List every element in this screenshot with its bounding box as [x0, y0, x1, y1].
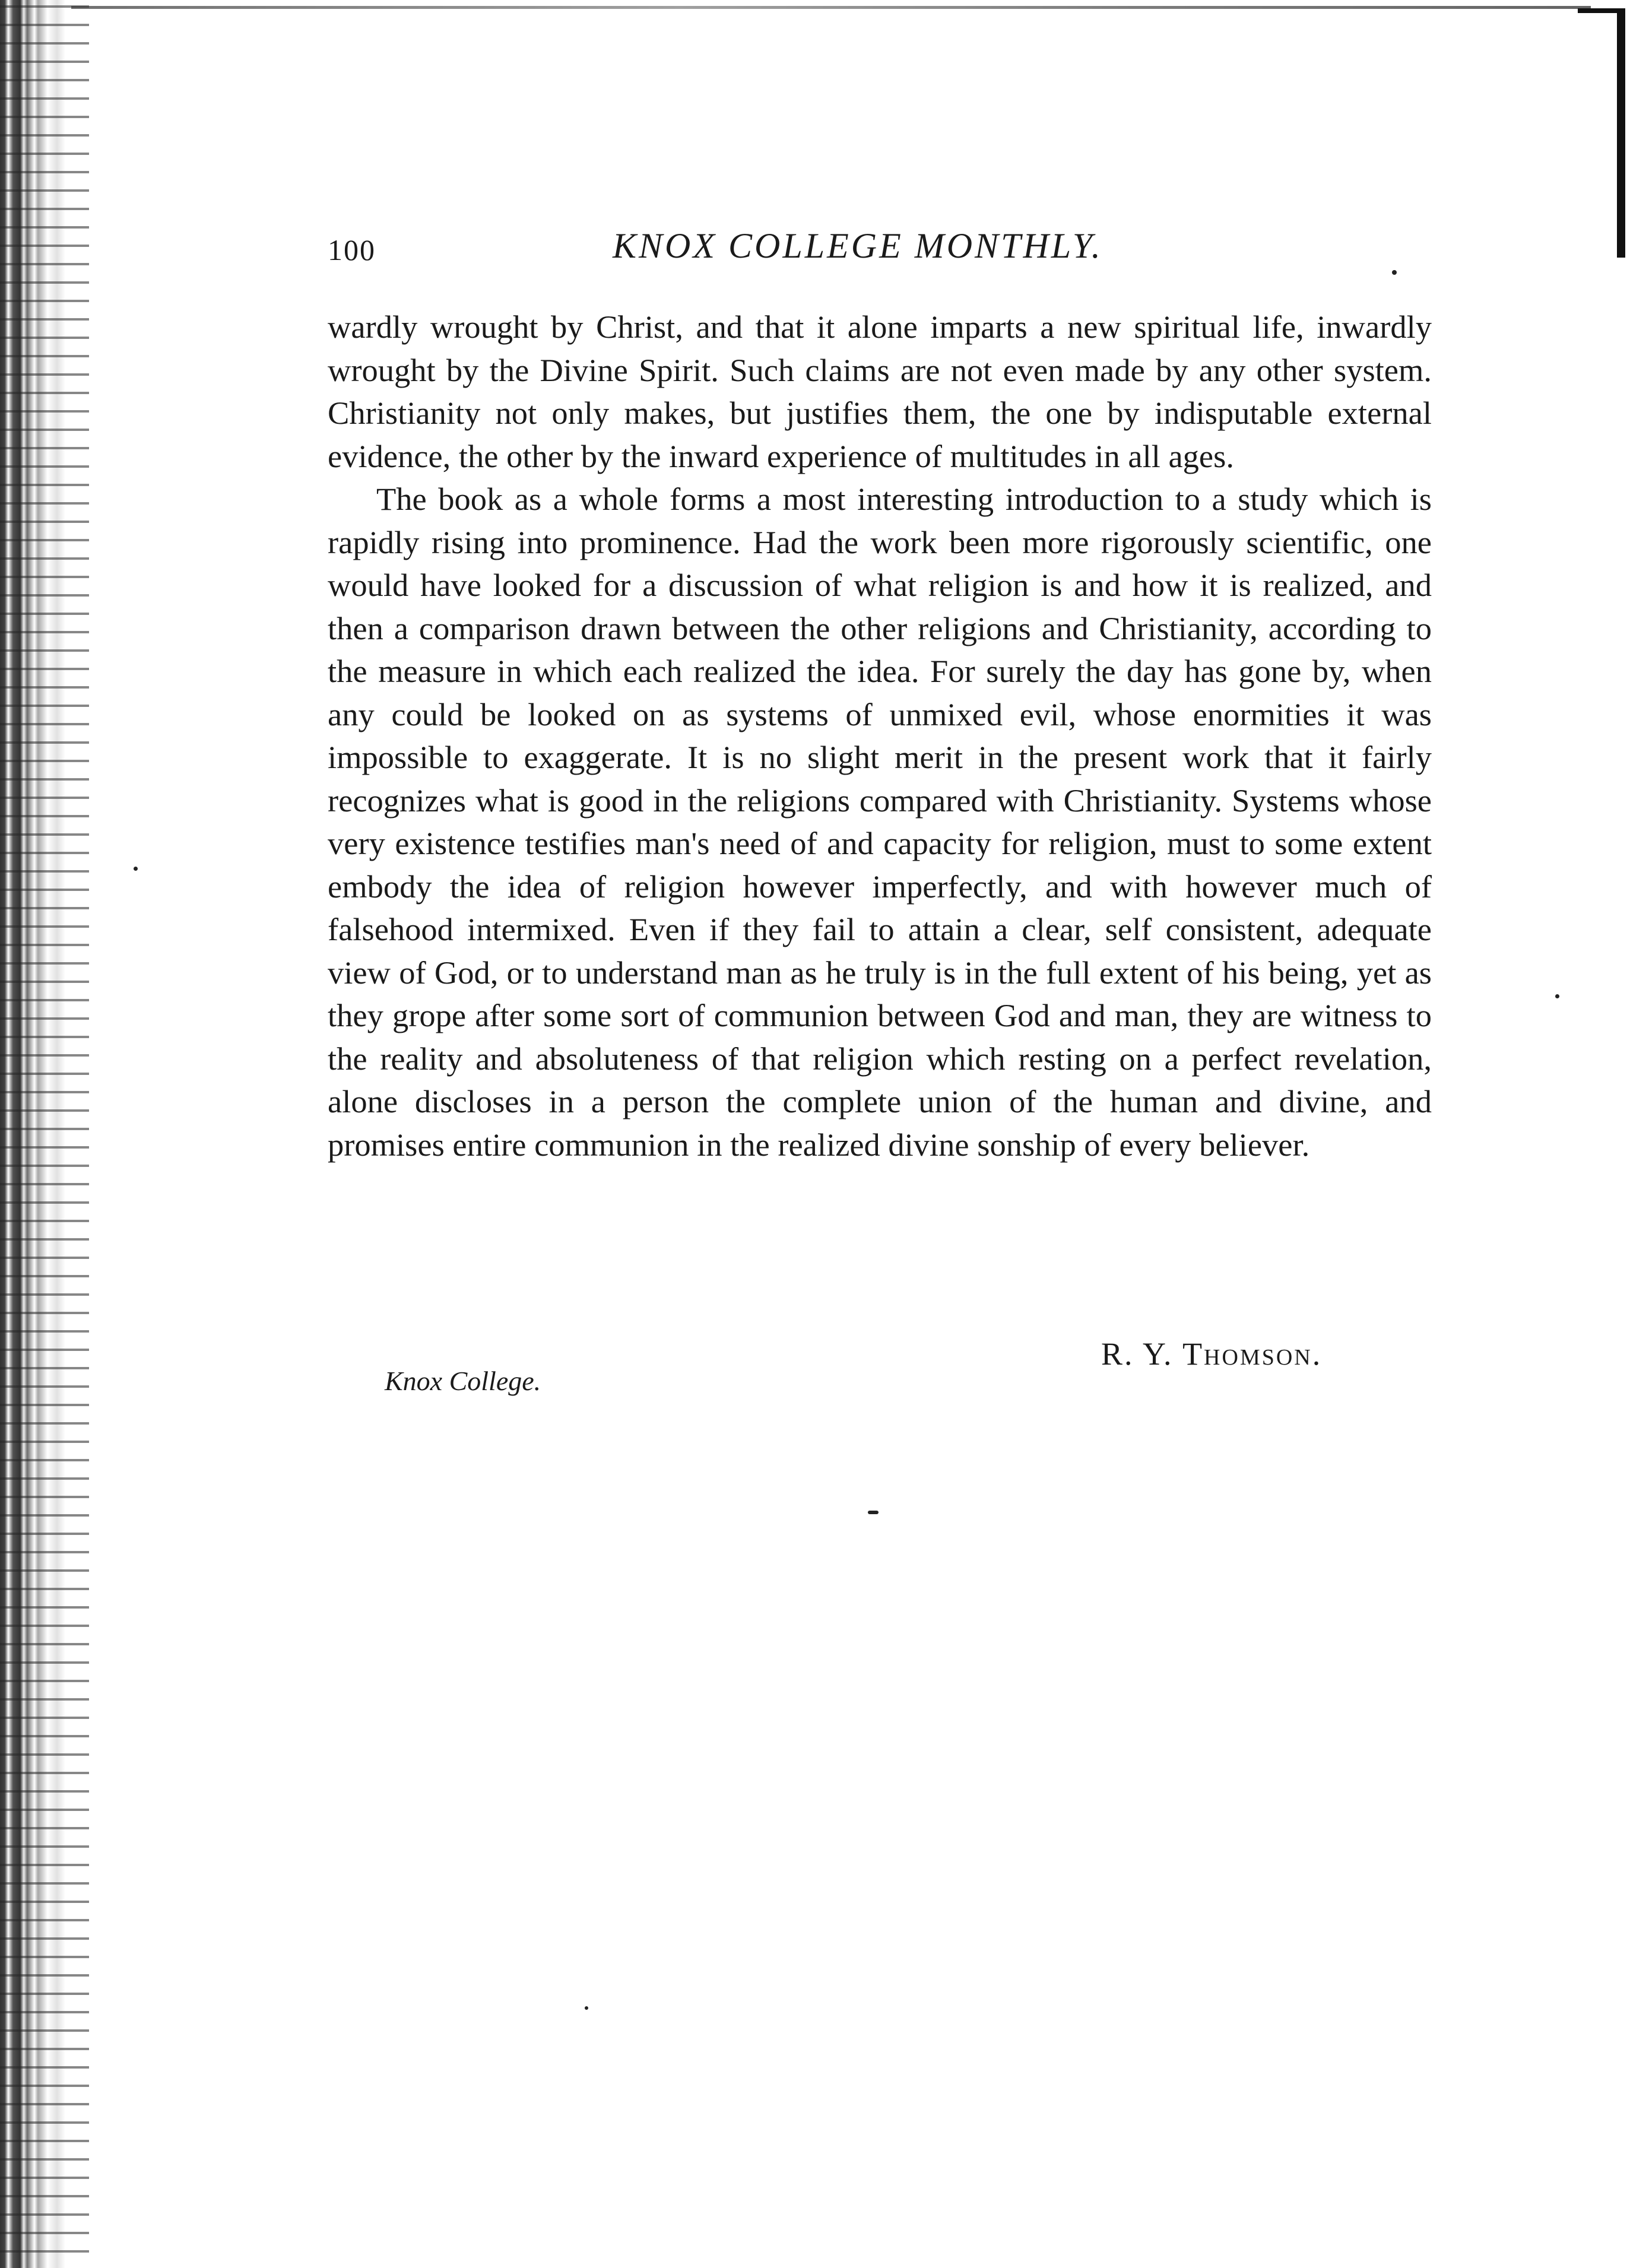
page-number: 100	[328, 233, 376, 267]
right-scan-bar	[1617, 8, 1625, 258]
author-location: Knox College.	[385, 1366, 541, 1396]
page-header	[328, 226, 1432, 279]
top-scan-rule	[71, 6, 1591, 9]
paragraph-1: wardly wrought by Christ, and that it alone imparts a new spiritual life, inwardly wrought by the Divine Spirit. Such claims are not even made by any other system. Christianity not only makes, but justifies them, the one by indisputable external evidence, the other by the inward experience of multitudes in all ages.	[328, 309, 1432, 474]
paragraph-2: The book as a whole forms a most interesting introduction to a study which is rapidly rising into prominence. Had the work been more rigorously scientific, one would have looked for a discussion of what religion is and how it is realized, and then a comparison drawn between the other religions and Christianity, according to the measure in which each realized the idea. For surely the day has gone by, when any could be looked on as systems of unmixed evil, whose enormities it was impossible to exaggerate. It is no slight merit in the present work that it fairly recognizes what is good in the religions compared with Christianity. Systems whose very existence testifies man's need of and capacity for religion, must to some extent embody the idea of religion however imperfectly, and with however much of falsehood intermixed. Even if they fail to attain a clear, self consistent, adequate view of God, or to understand man as he truly is in the full extent of his being, yet as they grope after some sort of communion between God and man, they are witness to the reality and absoluteness of that religion which resting on a perfect revelation, alone discloses in a person the complete union of the human and divine, and promises entire communion in the realized divine sonship of every believer.	[328, 481, 1432, 1163]
scan-speck	[868, 1511, 879, 1514]
author-signature: R. Y. Thomson.	[1101, 1336, 1323, 1372]
article-body	[328, 306, 1432, 1166]
scan-speck	[585, 2006, 588, 2010]
scan-speck	[1392, 270, 1397, 275]
scan-speck	[134, 867, 138, 871]
scan-speck	[1555, 994, 1559, 998]
running-title: KNOX COLLEGE MONTHLY.	[613, 226, 1103, 265]
scanned-binding-edge	[0, 0, 89, 2268]
